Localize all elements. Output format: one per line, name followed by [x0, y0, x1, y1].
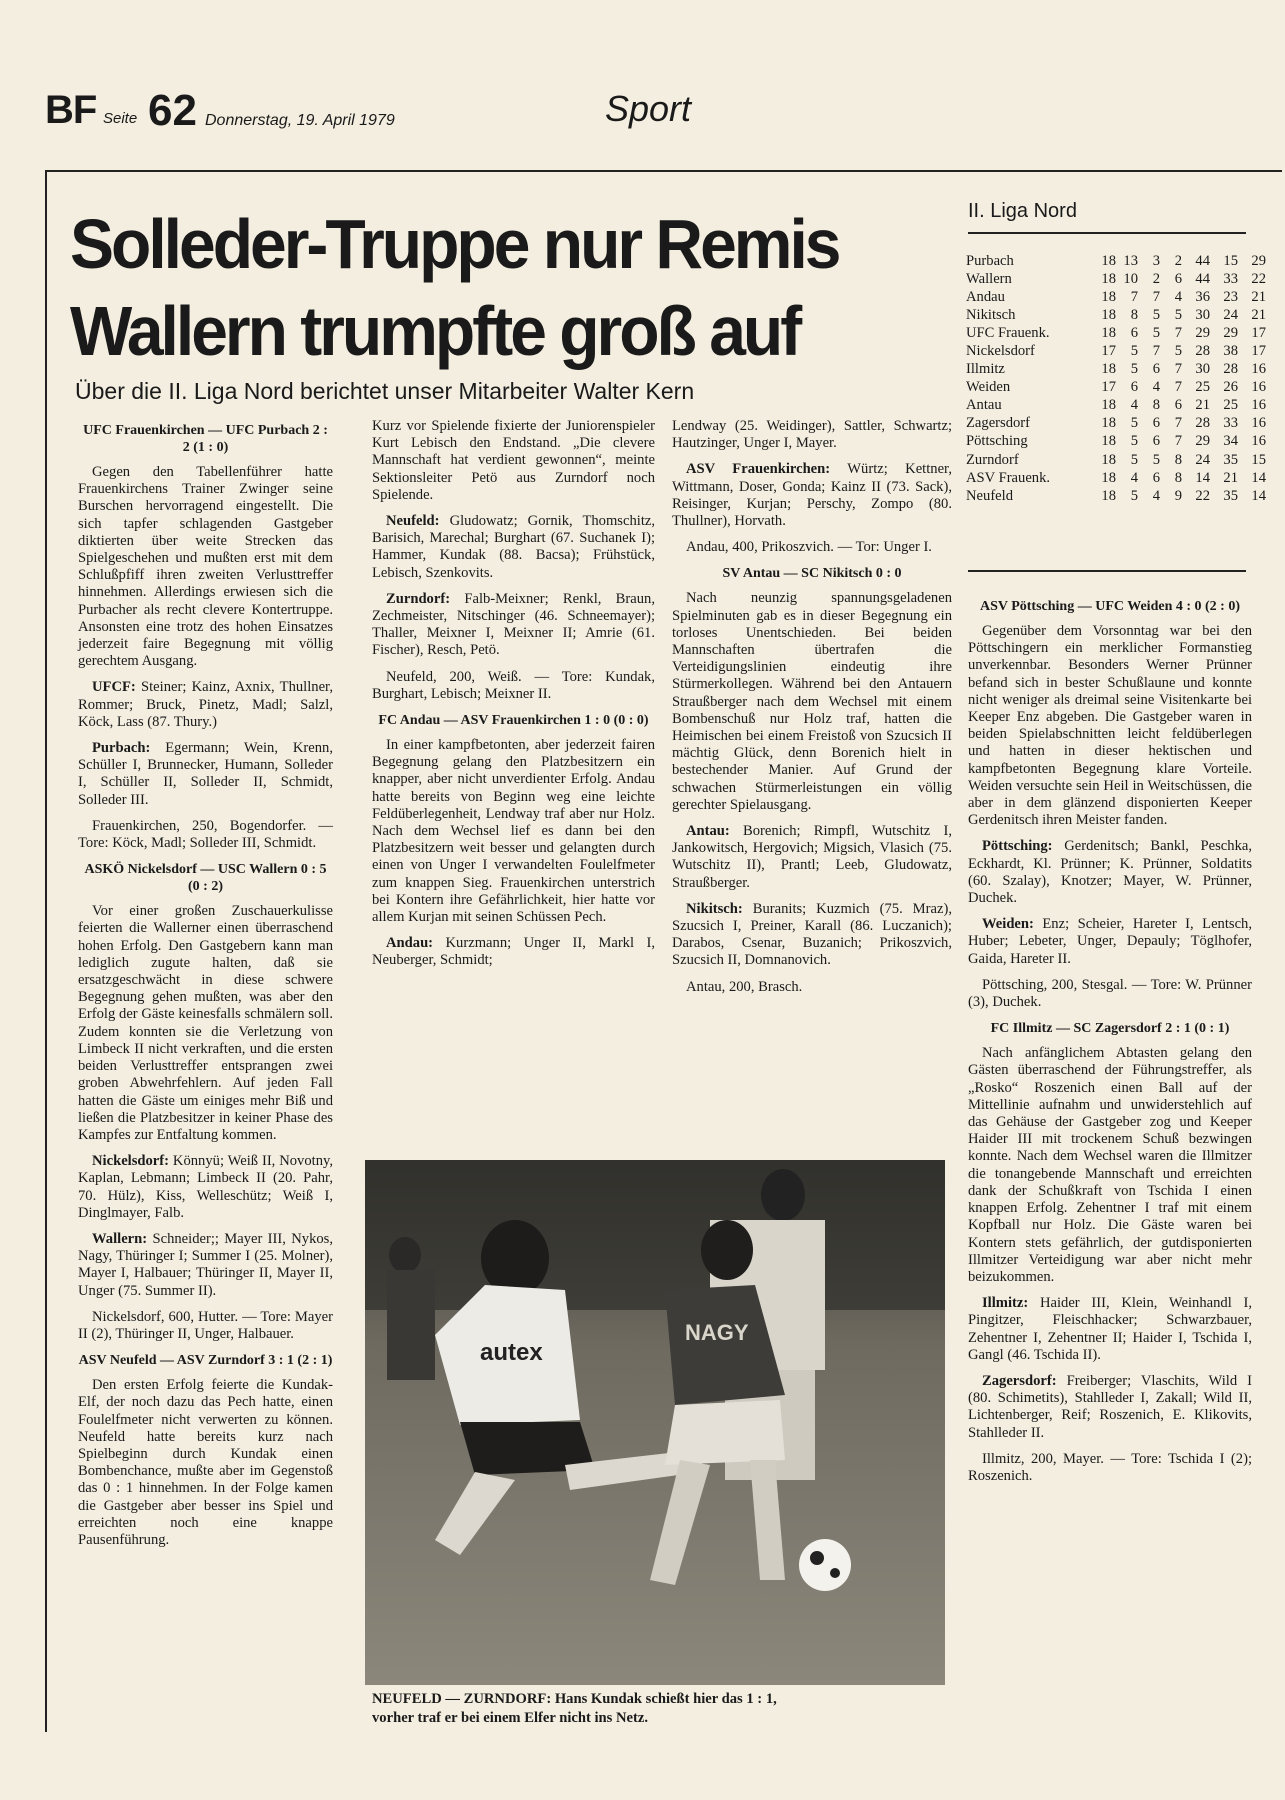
table-cell: 30 — [1195, 306, 1210, 323]
table-cell: 6 — [1130, 324, 1138, 341]
column-3 — [672, 418, 952, 1005]
lineup-team: Zurndorf: — [386, 590, 451, 607]
table-cell: 25 — [1223, 397, 1238, 414]
match-report: Gegenüber dem Vorsonntag war bei den Pöttschingern ein merklicher Formanstieg unverkennbar. Besonders Werner Prünner befand sich in bester Schußlaune und konnte nicht weniger als dreimal seine Visitenkarte bei Keeper Enz abgeben. Die Gastgeber waren in beiden Spielabschnitten leicht feldüberlegen und hatten in dieser hektischen und kampfbetonten Begegnung klare Vorteile. Weiden versuchte sein Heil in Weitschüssen, die aber in dem glänzend disponierten Keeper Gerdenitsch ihren Meister fanden. — [968, 623, 1252, 829]
page-label: Seite — [103, 110, 138, 127]
lineup-team: Pöttsching: — [982, 838, 1053, 855]
table-cell: 29 — [1223, 324, 1238, 341]
table-cell: 9 — [1174, 487, 1182, 504]
table-cell: 24 — [1195, 451, 1210, 468]
table-row — [966, 469, 1266, 487]
table-cell: 26 — [1223, 379, 1238, 396]
table-row — [966, 324, 1266, 342]
lineup-team: Weiden: — [982, 916, 1034, 933]
table-cell: 7 — [1174, 415, 1182, 432]
lineup-players: Falb-Meixner; Renkl, Braun, Zechmeister, Nitschinger (46. Schneemayer); Thaller, Meixner I, Meixner II; Amrie (61. Fischer), Resch, Petö. — [372, 590, 656, 659]
lineup-team: Nikitsch: — [686, 900, 743, 917]
table-row — [966, 342, 1266, 360]
issue-date: Donnerstag, 19. April 1979 — [205, 112, 395, 129]
table-cell: 35 — [1223, 451, 1238, 468]
table-cell: 5 — [1130, 487, 1138, 504]
table-cell: 6 — [1130, 379, 1138, 396]
table-cell: 18 — [1101, 451, 1116, 468]
lineup — [78, 740, 333, 809]
lineup — [372, 591, 655, 660]
team-name: Zagersdorf — [966, 415, 1031, 432]
table-cell: 28 — [1195, 415, 1210, 432]
table-cell: 14 — [1251, 487, 1266, 504]
table-cell: 38 — [1223, 343, 1238, 360]
lineup-players: Schneider;; Mayer III, Nykos, Nagy, Thüringer I; Summer I (25. Molner), Mayer I, Halbauer; Thüringer II, Mayer II, Unger (75. Summer II). — [78, 1230, 333, 1299]
table-cell: 18 — [1101, 433, 1116, 450]
table-cell: 6 — [1174, 270, 1182, 287]
lineup-team: ASV Frauenkirchen: — [686, 461, 831, 478]
lineup-team: Nickelsdorf: — [92, 1153, 170, 1170]
lineup — [78, 1153, 333, 1222]
headline — [70, 200, 970, 374]
match-report: Nach anfänglichem Abtasten gelang den Gästen überraschend der Führungstreffer, als „Rosko“ Roszenich einen Ball auf der Mittellinie aufnahm und unwiderstehlich auf das Gehäuse der Gastgeber zog und Keeper Haider III mit trockenem Schuß bezwingen konnte. Nach dem Wechsel waren die Illmitzer die tonangebende Mannschaft und erreichten dank der Schußkraft von Tschida I einen knappen Erfolg. Zehentner I traf mit einem Kopfball nur Holz. Die Gäste waren bei Kontern stets gefährlich, der gutdisponierten Illmitzer Verteidigung war aber nicht mehr beizukommen. — [968, 1045, 1252, 1285]
table-cell: 7 — [1152, 288, 1160, 305]
match-facts: Nickelsdorf, 600, Hutter. — Tore: Mayer II (2), Thüringer II, Unger, Halbauer. — [78, 1308, 333, 1342]
lineup-team: Andau: — [386, 935, 434, 952]
table-cell: 28 — [1195, 343, 1210, 360]
lineup-players: Haider III, Klein, Weinhandl I, Pingitzer, Fleischhacker; Schwarzbauer, Zehentner I, Zehentner II; Haider I, Tschida I, Gangl (46. Tschida II). — [968, 1295, 1253, 1363]
lineup — [968, 1295, 1252, 1364]
page-number: 62 — [148, 86, 197, 135]
lineup-players: Egermann; Wein, Krenn, Schüller I, Brunnecker, Humann, Solleder I, Schüller II, Solleder II, Schmidt, Solleder III. — [78, 740, 333, 808]
table-cell: 5 — [1130, 451, 1138, 468]
table-cell: 25 — [1195, 379, 1210, 396]
table-cell: 5 — [1152, 451, 1160, 468]
table-cell: 6 — [1174, 397, 1182, 414]
team-name: Wallern — [966, 270, 1012, 287]
match-heading: FC Andau — ASV Frauenkirchen 1 : 0 (0 : 0) — [378, 713, 649, 729]
lineup — [968, 916, 1252, 968]
table-cell: 8 — [1174, 469, 1182, 486]
table-row — [966, 433, 1266, 451]
lineup-players: Freiberger; Vlaschits, Wild I (80. Schimetits), Stahlleder I, Zakall; Wild II, Lichtenberger, Reif; Roszenich, E. Klikovits, Stahlleder II. — [968, 1372, 1253, 1441]
lineup-players: Steiner; Kainz, Axnix, Thullner, Rommer; Bruck, Pinetz, Madl; Salzl, Köck, Lass (87. Thury.) — [78, 679, 333, 730]
table-cell: 16 — [1251, 361, 1266, 378]
table-cell: 5 — [1152, 324, 1160, 341]
lineup-players: Gerdenitsch; Bankl, Peschka, Eckhardt, Kl. Prünner; K. Prünner, Soldatits (60. Szalay), Knotzer; Mayer, W. Prünner, Duchek. — [968, 838, 1252, 907]
table-cell: 7 — [1130, 288, 1138, 305]
shirt-sponsor-autex: autex — [480, 1339, 543, 1366]
match-report: Nach neunzig spannungsgeladenen Spielminuten gab es in dieser Begegnung ein torloses Unentschieden. Bei beiden Mannschaften übertrafen die Verteidigungslinien eindeutig ihre Stürmerkollegen. Während bei den Antauern Straußberger nach dem Wechsel mit einem Bombenschuß nur Holz traf, hatten die Heimischen bei einem Freistoß von Szucsich II mächtig Glück, denn Borenich hielt in bestechender Manier. Auf Grund der schwachen Stürmerleistungen ein völlig gerechter Spielausgang. — [672, 590, 952, 813]
table-row — [966, 451, 1266, 469]
table-cell: 4 — [1130, 469, 1138, 486]
table-cell: 44 — [1195, 270, 1210, 287]
headline-line-1: Solleder-Truppe nur Remis — [70, 204, 839, 283]
table-cell: 13 — [1123, 252, 1138, 269]
table-cell: 7 — [1174, 324, 1182, 341]
league-table-title: II. Liga Nord — [968, 200, 1077, 222]
table-cell: 8 — [1174, 451, 1182, 468]
table-cell: 30 — [1195, 361, 1210, 378]
table-cell: 5 — [1130, 343, 1138, 360]
subheadline: Über die II. Liga Nord berichtet unser Mitarbeiter Walter Kern — [75, 378, 695, 404]
table-cell: 21 — [1251, 306, 1266, 323]
table-cell: 17 — [1251, 343, 1266, 360]
lineup-continued: Lendway (25. Weidinger), Sattler, Schwartz; Hautzinger, Unger I, Mayer. — [672, 418, 952, 452]
table-rule-bottom — [968, 570, 1246, 572]
match-report: Gegen den Tabellenführer hatte Frauenkirchens Trainer Zwinger seine Burschen hervorragend eingestellt. Die sich tapfer schlagenden Gastgeber diktierten über weite Strecken das Spielgeschehen und mußten erst mit dem Schlußpfiff ihren zweiten Verlusttreffer hinnehmen. Allerdings erwiesen sich die Purbacher als recht clevere Kontertruppe. Ansonsten eine trotz des hohen Einsatzes jederzeit faire Begegnung mit völlig gerechtem Ausgang. — [78, 464, 333, 670]
table-cell: 35 — [1223, 487, 1238, 504]
team-name: Pöttsching — [966, 433, 1028, 450]
table-cell: 18 — [1101, 397, 1116, 414]
lineup-players: Enz; Scheier, Hareter I, Lentsch, Huber; Lebeter, Unger, Depauly; Töglhofer, Gaida, Hareter II. — [968, 916, 1253, 967]
match-facts: Frauenkirchen, 250, Bogendorfer. — Tore: Köck, Madl; Solleder III, Schmidt. — [78, 817, 333, 852]
table-cell: 17 — [1101, 343, 1116, 360]
caption-line-2: vorher traf er bei einem Elfer nicht ins Netz. — [372, 1710, 648, 1726]
table-cell: 17 — [1101, 379, 1116, 396]
table-cell: 5 — [1130, 433, 1138, 450]
table-cell: 4 — [1152, 487, 1160, 504]
table-row — [966, 288, 1266, 306]
match-heading: UFC Frauenkirchen — UFC Purbach 2 : 2 (1 : 0) — [83, 423, 328, 455]
table-cell: 15 — [1251, 451, 1266, 468]
table-cell: 24 — [1223, 306, 1238, 323]
table-rule-top — [968, 232, 1246, 234]
table-row — [966, 487, 1266, 505]
table-cell: 16 — [1251, 379, 1266, 396]
table-cell: 8 — [1130, 306, 1138, 323]
lineup — [968, 1373, 1252, 1442]
match-heading: SV Antau — SC Nikitsch 0 : 0 — [722, 566, 902, 582]
lineup-players: Kurzmann; Unger II, Markl I, Neuberger, Schmidt; — [372, 935, 655, 969]
table-cell: 10 — [1123, 270, 1138, 287]
table-cell: 18 — [1101, 270, 1116, 287]
table-cell: 16 — [1251, 415, 1266, 432]
table-cell: 4 — [1174, 288, 1182, 305]
match-heading: FC Illmitz — SC Zagersdorf 2 : 1 (0 : 1) — [990, 1021, 1230, 1037]
table-row — [966, 270, 1266, 288]
team-name: UFC Frauenk. — [966, 324, 1050, 341]
table-cell: 33 — [1223, 415, 1238, 432]
table-cell: 18 — [1101, 324, 1116, 341]
table-cell: 14 — [1195, 469, 1210, 486]
table-cell: 36 — [1195, 288, 1210, 305]
table-cell: 6 — [1152, 469, 1160, 486]
table-cell: 6 — [1152, 361, 1160, 378]
table-cell: 7 — [1174, 361, 1182, 378]
table-cell: 14 — [1251, 469, 1266, 486]
table-cell: 4 — [1152, 379, 1160, 396]
team-name: Illmitz — [966, 361, 1005, 378]
match-facts: Andau, 400, Prikoszvich. — Tor: Unger I. — [686, 539, 932, 556]
table-cell: 18 — [1101, 306, 1116, 323]
table-cell: 2 — [1174, 252, 1182, 269]
table-cell: 18 — [1101, 469, 1116, 486]
table-cell: 28 — [1223, 361, 1238, 378]
lineup-players: Würtz; Kettner, Wittmann, Doser, Gonda; Kainz II (73. Sack), Reisinger, Kurjan; Perschy, Zompo (80. Thullner), Horvath. — [672, 461, 952, 530]
lineup-team: Illmitz: — [982, 1295, 1029, 1312]
lineup — [372, 513, 655, 582]
table-row — [966, 379, 1266, 397]
match-facts: Neufeld, 200, Weiß. — Tore: Kundak, Burghart, Lebisch; Meixner II. — [372, 668, 655, 702]
table-cell: 16 — [1251, 433, 1266, 450]
table-cell: 8 — [1152, 397, 1160, 414]
team-name: ASV Frauenk. — [966, 469, 1051, 486]
table-cell: 17 — [1251, 324, 1266, 341]
table-cell: 7 — [1174, 379, 1182, 396]
match-report: Den ersten Erfolg feierte die Kundak-Elf, der noch dazu das Pech hatte, einen Foulelfmeter nicht verwerten zu können. Neufeld hatte bereits kurz nach Spielbeginn durch Kundak einen Bombenchance, mußte aber im Gegenstoß das 0 : 1 hinnehmen. In der Folge kamen die Gastgeber aber besser ins Spiel und erreichten noch eine knappe Pausenführung. — [78, 1377, 333, 1548]
table-cell: 16 — [1251, 397, 1266, 414]
lineup — [968, 838, 1252, 907]
masthead — [45, 88, 1245, 138]
match-report: In einer kampfbetonten, aber jederzeit fairen Begegnung gelang den Platzbesitzern ein knapper, aber nicht unverdienter Erfolg. Andau hatte bereits von Beginn weg eine leichte Feldüberlegenheit, Lendway traf aber nur Holz. Nach dem Wechsel lief es dann bei den Platzbesitzern weit besser und gelangten durch einen von Unger I verwandelten Foulelfmeter zum knappen Sieg. Frauenkirchen unterstrich bei Kontern ihre Gefährlichkeit, hier hatte vor allem Kurjan mit seinen Schüssen Pech. — [372, 737, 655, 926]
shirt-sponsor-nagy: NAGY — [685, 1320, 749, 1345]
team-name: Nikitsch — [966, 306, 1016, 323]
match-report: Vor einer großen Zuschauerkulisse feierten die Wallerner einen überraschend hohen Erfolg. Den Gastgebern kann man lediglich zugute halten, daß sie ersatzgeschwächt in diese schwere Begegnung gehen mußten, was aber den Erfolg der Gäste keinesfalls schmälern soll. Zudem konnten sie die Verletzung von Limbeck II nicht verkraften, und die ersten beiden Verlusttreffer entsprangen zwei groben Abwehrfehlern. Auf jeden Fall hatten die Gäste um einiges mehr Biß und ließen die Platzbesitzer in keiner Phase des Kampfes zur Entfaltung kommen. — [78, 903, 333, 1143]
table-cell: 21 — [1223, 469, 1238, 486]
table-cell: 29 — [1195, 433, 1210, 450]
match-heading: ASKÖ Nickelsdorf — USC Wallern 0 : 5 (0 : 2) — [84, 862, 327, 895]
lineup-team: Wallern: — [92, 1230, 148, 1247]
caption-line-1: NEUFELD — ZURNDORF: Hans Kundak schießt hier das 1 : 1, — [372, 1691, 777, 1707]
match-facts: Antau, 200, Brasch. — [686, 978, 803, 995]
table-row — [966, 361, 1266, 379]
table-cell: 18 — [1101, 415, 1116, 432]
match-facts: Illmitz, 200, Mayer. — Tore: Tschida I (2); Roszenich. — [968, 1450, 1252, 1484]
section-title: Sport — [605, 88, 692, 129]
table-cell: 6 — [1152, 415, 1160, 432]
table-cell: 33 — [1223, 270, 1238, 287]
table-cell: 22 — [1251, 270, 1266, 287]
table-cell: 5 — [1174, 306, 1182, 323]
team-name: Antau — [966, 397, 1002, 414]
lineup-players: Könnyü; Weiß II, Novotny, Kaplan, Lebmann; Limbeck II (20. Pahr, 70. Hülz), Kiss, Welleschütz; Weiß I, Dinglmayer, Falb. — [78, 1153, 334, 1221]
column-1 — [78, 416, 333, 1558]
lineup — [78, 1231, 333, 1300]
table-cell: 4 — [1130, 397, 1138, 414]
table-cell: 18 — [1101, 288, 1116, 305]
lineup-team: Antau: — [686, 823, 730, 840]
table-cell: 2 — [1152, 270, 1160, 287]
lineup-team: UFCF: — [92, 679, 136, 696]
lineup-players: Buranits; Kuzmich (75. Mraz), Szucsich I, Preiner, Karall (86. Luczanich); Darabos, Csenar, Buzanich; Prikoszvich, Szucsich II, Domnanovich. — [672, 900, 952, 969]
team-name: Weiden — [966, 379, 1011, 396]
table-cell: 5 — [1152, 306, 1160, 323]
lineup-team: Zagersdorf: — [982, 1372, 1057, 1389]
table-cell: 21 — [1251, 288, 1266, 305]
table-cell: 21 — [1195, 397, 1210, 414]
lineup — [78, 679, 333, 731]
lineup — [672, 901, 952, 970]
match-facts: Pöttsching, 200, Stesgal. — Tore: W. Prünner (3), Duchek. — [968, 976, 1252, 1011]
team-name: Zurndorf — [966, 451, 1019, 468]
table-row — [966, 306, 1266, 324]
table-cell: 3 — [1152, 252, 1160, 269]
lineup — [372, 935, 655, 969]
lineup-players: Borenich; Rimpfl, Wutschitz I, Jankowitsch, Hergovich; Migsich, Vlasich (75. Wutschitz II), Prantl; Leeb, Gludowatz, Straußberger. — [672, 823, 952, 891]
table-cell: 34 — [1223, 433, 1238, 450]
photo-caption — [372, 1690, 952, 1728]
table-cell: 22 — [1195, 487, 1210, 504]
lineup-team: Neufeld: — [386, 513, 440, 530]
table-row — [966, 397, 1266, 415]
match-report: Kurz vor Spielende fixierte der Juniorenspieler Kurt Lebisch den Endstand. „Die clevere Mannschaft hat verdient gewonnen“, meinte Sektionsleiter Petö aus Zurndorf noch Spielende. — [372, 418, 655, 503]
table-row — [966, 415, 1266, 433]
team-name: Neufeld — [966, 487, 1014, 504]
lineup — [672, 461, 952, 530]
column-2 — [372, 418, 655, 979]
table-cell: 15 — [1223, 252, 1238, 269]
table-cell: 7 — [1174, 433, 1182, 450]
table-cell: 5 — [1130, 361, 1138, 378]
table-cell: 44 — [1195, 252, 1210, 269]
table-cell: 29 — [1195, 324, 1210, 341]
team-name: Purbach — [966, 252, 1014, 269]
table-cell: 7 — [1152, 343, 1160, 360]
table-cell: 18 — [1101, 361, 1116, 378]
table-cell: 5 — [1174, 343, 1182, 360]
match-photo — [365, 1160, 945, 1685]
paper-logo: BF — [45, 88, 97, 132]
team-name: Nickelsdorf — [966, 343, 1035, 360]
match-heading: ASV Pöttsching — UFC Weiden 4 : 0 (2 : 0) — [979, 599, 1241, 614]
lineup-team: Purbach: — [92, 740, 151, 757]
football-photo-illustration — [365, 1160, 945, 1685]
league-table — [966, 252, 1266, 505]
table-cell: 18 — [1101, 487, 1116, 504]
match-heading: ASV Neufeld — ASV Zurndorf 3 : 1 (2 : 1) — [78, 1353, 333, 1369]
table-cell: 5 — [1130, 415, 1138, 432]
headline-line-2: Wallern trumpfte groß auf — [70, 291, 800, 370]
table-cell: 6 — [1152, 433, 1160, 450]
lineup — [672, 823, 952, 892]
lineup-players: Gludowatz; Gornik, Thomschitz, Barisich, Marechal; Burghart (67. Suchanek I); Hammer, Kundak (88. Bacsa); Frühstück, Lebisch, Szenkovits. — [372, 513, 655, 581]
table-cell: 18 — [1101, 252, 1116, 269]
column-4 — [968, 592, 1252, 1494]
table-cell: 23 — [1223, 288, 1238, 305]
team-name: Andau — [966, 288, 1005, 305]
table-row — [966, 252, 1266, 270]
table-cell: 29 — [1251, 252, 1266, 269]
